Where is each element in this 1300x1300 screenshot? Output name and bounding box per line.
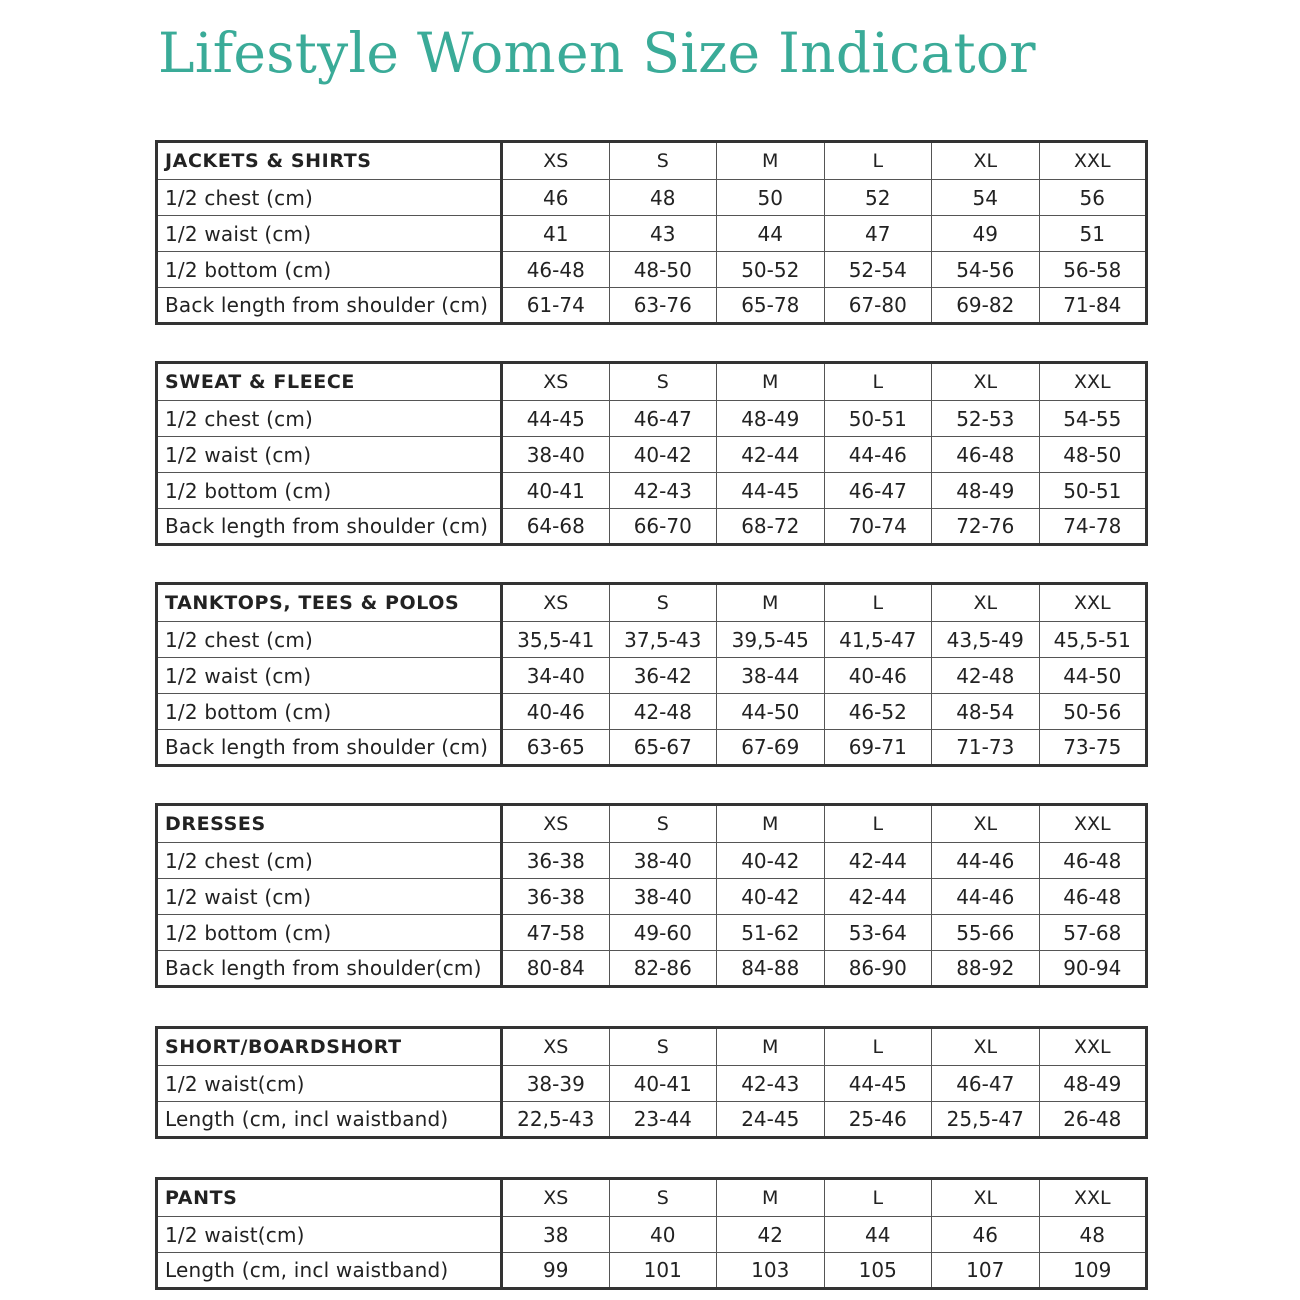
measurement-value: 48-50 — [1039, 437, 1147, 473]
measurement-label: 1/2 bottom (cm) — [157, 252, 502, 288]
measurement-value: 48 — [1039, 1217, 1147, 1253]
measurement-label: Back length from shoulder (cm) — [157, 730, 502, 766]
table-header-row — [157, 1179, 1147, 1217]
measurement-value: 107 — [932, 1253, 1040, 1289]
measurement-value: 48-54 — [932, 694, 1040, 730]
size-header: M — [717, 1028, 825, 1066]
measurement-value: 103 — [717, 1253, 825, 1289]
size-header: S — [609, 363, 717, 401]
measurement-value: 42-43 — [717, 1066, 825, 1102]
measurement-value: 42-44 — [824, 843, 932, 879]
measurement-label: 1/2 waist (cm) — [157, 879, 502, 915]
measurement-label: 1/2 waist(cm) — [157, 1066, 502, 1102]
measurement-value: 80-84 — [502, 951, 610, 987]
measurement-value: 36-38 — [502, 843, 610, 879]
measurement-value: 46-47 — [609, 401, 717, 437]
measurement-value: 44-46 — [932, 879, 1040, 915]
table-row — [157, 1066, 1147, 1102]
size-header: S — [609, 805, 717, 843]
measurement-label: 1/2 waist (cm) — [157, 658, 502, 694]
measurement-value: 42-48 — [932, 658, 1040, 694]
measurement-value: 42-44 — [824, 879, 932, 915]
measurement-value: 46-47 — [932, 1066, 1040, 1102]
measurement-value: 46-47 — [824, 473, 932, 509]
measurement-label: 1/2 waist(cm) — [157, 1217, 502, 1253]
table-header-row — [157, 363, 1147, 401]
measurement-value: 23-44 — [609, 1102, 717, 1138]
size-header: S — [609, 584, 717, 622]
measurement-value: 42 — [717, 1217, 825, 1253]
measurement-value: 67-80 — [824, 288, 932, 324]
measurement-label: 1/2 waist (cm) — [157, 437, 502, 473]
size-table — [155, 803, 1148, 988]
size-header: M — [717, 363, 825, 401]
measurement-value: 52 — [824, 180, 932, 216]
measurement-value: 86-90 — [824, 951, 932, 987]
measurement-value: 40-41 — [502, 473, 610, 509]
measurement-value: 42-48 — [609, 694, 717, 730]
size-header: XXL — [1039, 805, 1147, 843]
measurement-value: 53-64 — [824, 915, 932, 951]
measurement-label: Length (cm, incl waistband) — [157, 1102, 502, 1138]
page-title: Lifestyle Women Size Indicator — [158, 21, 1036, 85]
size-header: XL — [932, 1028, 1040, 1066]
measurement-value: 40-42 — [717, 843, 825, 879]
table-row — [157, 843, 1147, 879]
size-header: M — [717, 1179, 825, 1217]
measurement-value: 43 — [609, 216, 717, 252]
size-table — [155, 140, 1148, 325]
measurement-value: 46-48 — [1039, 843, 1147, 879]
measurement-value: 51 — [1039, 216, 1147, 252]
measurement-value: 47-58 — [502, 915, 610, 951]
table-row — [157, 622, 1147, 658]
measurement-value: 44-45 — [824, 1066, 932, 1102]
measurement-value: 44-46 — [932, 843, 1040, 879]
measurement-value: 48 — [609, 180, 717, 216]
measurement-value: 44-50 — [1039, 658, 1147, 694]
size-table — [155, 1177, 1148, 1290]
measurement-value: 47 — [824, 216, 932, 252]
measurement-value: 51-62 — [717, 915, 825, 951]
measurement-value: 101 — [609, 1253, 717, 1289]
size-header: L — [824, 1179, 932, 1217]
measurement-value: 69-82 — [932, 288, 1040, 324]
measurement-label: 1/2 waist (cm) — [157, 216, 502, 252]
measurement-label: 1/2 bottom (cm) — [157, 694, 502, 730]
measurement-value: 45,5-51 — [1039, 622, 1147, 658]
measurement-value: 54-55 — [1039, 401, 1147, 437]
size-header: XS — [502, 584, 610, 622]
measurement-value: 40-46 — [502, 694, 610, 730]
measurement-value: 38-40 — [609, 843, 717, 879]
table-row — [157, 1253, 1147, 1289]
measurement-value: 44-50 — [717, 694, 825, 730]
measurement-value: 46-48 — [932, 437, 1040, 473]
measurement-value: 43,5-49 — [932, 622, 1040, 658]
measurement-value: 50-51 — [824, 401, 932, 437]
measurement-value: 99 — [502, 1253, 610, 1289]
size-header: M — [717, 142, 825, 180]
measurement-value: 38 — [502, 1217, 610, 1253]
measurement-label: Back length from shoulder(cm) — [157, 951, 502, 987]
measurement-value: 40-42 — [717, 879, 825, 915]
size-header: L — [824, 1028, 932, 1066]
size-header: XXL — [1039, 1028, 1147, 1066]
category-heading: DRESSES — [157, 805, 502, 843]
measurement-value: 39,5-45 — [717, 622, 825, 658]
measurement-value: 46 — [932, 1217, 1040, 1253]
category-heading: SHORT/BOARDSHORT — [157, 1028, 502, 1066]
measurement-value: 34-40 — [502, 658, 610, 694]
category-heading: PANTS — [157, 1179, 502, 1217]
measurement-value: 73-75 — [1039, 730, 1147, 766]
measurement-label: 1/2 bottom (cm) — [157, 915, 502, 951]
measurement-value: 40-46 — [824, 658, 932, 694]
size-header: XS — [502, 1179, 610, 1217]
measurement-value: 109 — [1039, 1253, 1147, 1289]
measurement-label: 1/2 bottom (cm) — [157, 473, 502, 509]
measurement-value: 26-48 — [1039, 1102, 1147, 1138]
size-header: XL — [932, 1179, 1040, 1217]
size-header: S — [609, 1028, 717, 1066]
size-header: L — [824, 363, 932, 401]
size-table — [155, 582, 1148, 767]
measurement-value: 41,5-47 — [824, 622, 932, 658]
table-row — [157, 401, 1147, 437]
measurement-value: 71-73 — [932, 730, 1040, 766]
size-header: L — [824, 142, 932, 180]
measurement-value: 54-56 — [932, 252, 1040, 288]
measurement-value: 44-45 — [502, 401, 610, 437]
measurement-value: 56 — [1039, 180, 1147, 216]
size-header: XS — [502, 142, 610, 180]
measurement-value: 46 — [502, 180, 610, 216]
size-header: M — [717, 584, 825, 622]
measurement-value: 41 — [502, 216, 610, 252]
measurement-value: 46-48 — [502, 252, 610, 288]
table-header-row — [157, 142, 1147, 180]
measurement-value: 46-48 — [1039, 879, 1147, 915]
size-table — [155, 361, 1148, 546]
measurement-value: 38-40 — [502, 437, 610, 473]
measurement-value: 49 — [932, 216, 1040, 252]
measurement-value: 65-67 — [609, 730, 717, 766]
measurement-value: 36-38 — [502, 879, 610, 915]
measurement-value: 74-78 — [1039, 509, 1147, 545]
size-header: L — [824, 584, 932, 622]
measurement-value: 48-49 — [1039, 1066, 1147, 1102]
measurement-value: 24-45 — [717, 1102, 825, 1138]
measurement-value: 57-68 — [1039, 915, 1147, 951]
size-header: XXL — [1039, 363, 1147, 401]
measurement-value: 36-42 — [609, 658, 717, 694]
measurement-label: Length (cm, incl waistband) — [157, 1253, 502, 1289]
table-row — [157, 879, 1147, 915]
measurement-value: 52-53 — [932, 401, 1040, 437]
measurement-value: 88-92 — [932, 951, 1040, 987]
measurement-value: 69-71 — [824, 730, 932, 766]
table-row — [157, 252, 1147, 288]
measurement-value: 65-78 — [717, 288, 825, 324]
size-table — [155, 1026, 1148, 1139]
size-header: XL — [932, 363, 1040, 401]
table-row — [157, 951, 1147, 987]
category-heading: TANKTOPS, TEES & POLOS — [157, 584, 502, 622]
table-header-row — [157, 1028, 1147, 1066]
size-header: S — [609, 142, 717, 180]
measurement-value: 40-41 — [609, 1066, 717, 1102]
measurement-value: 38-40 — [609, 879, 717, 915]
table-row — [157, 180, 1147, 216]
measurement-label: 1/2 chest (cm) — [157, 180, 502, 216]
table-row — [157, 730, 1147, 766]
table-row — [157, 216, 1147, 252]
measurement-value: 64-68 — [502, 509, 610, 545]
size-header: XS — [502, 805, 610, 843]
measurement-value: 55-66 — [932, 915, 1040, 951]
size-header: XL — [932, 142, 1040, 180]
table-row — [157, 288, 1147, 324]
size-header: XS — [502, 363, 610, 401]
table-row — [157, 509, 1147, 545]
measurement-value: 44 — [717, 216, 825, 252]
measurement-value: 44-46 — [824, 437, 932, 473]
measurement-value: 46-52 — [824, 694, 932, 730]
measurement-value: 68-72 — [717, 509, 825, 545]
size-header: XXL — [1039, 1179, 1147, 1217]
measurement-label: 1/2 chest (cm) — [157, 622, 502, 658]
measurement-value: 38-39 — [502, 1066, 610, 1102]
measurement-label: Back length from shoulder (cm) — [157, 288, 502, 324]
measurement-value: 72-76 — [932, 509, 1040, 545]
table-header-row — [157, 805, 1147, 843]
measurement-label: 1/2 chest (cm) — [157, 401, 502, 437]
measurement-value: 70-74 — [824, 509, 932, 545]
measurement-value: 63-65 — [502, 730, 610, 766]
table-row — [157, 1217, 1147, 1253]
category-heading: SWEAT & FLEECE — [157, 363, 502, 401]
measurement-value: 52-54 — [824, 252, 932, 288]
measurement-value: 22,5-43 — [502, 1102, 610, 1138]
table-row — [157, 437, 1147, 473]
measurement-value: 50-51 — [1039, 473, 1147, 509]
measurement-value: 56-58 — [1039, 252, 1147, 288]
measurement-value: 54 — [932, 180, 1040, 216]
measurement-value: 38-44 — [717, 658, 825, 694]
measurement-value: 37,5-43 — [609, 622, 717, 658]
measurement-label: Back length from shoulder (cm) — [157, 509, 502, 545]
measurement-label: 1/2 chest (cm) — [157, 843, 502, 879]
measurement-value: 42-43 — [609, 473, 717, 509]
size-header: M — [717, 805, 825, 843]
table-row — [157, 473, 1147, 509]
size-header: XXL — [1039, 584, 1147, 622]
size-header: XXL — [1039, 142, 1147, 180]
measurement-value: 35,5-41 — [502, 622, 610, 658]
measurement-value: 105 — [824, 1253, 932, 1289]
category-heading: JACKETS & SHIRTS — [157, 142, 502, 180]
size-header: XS — [502, 1028, 610, 1066]
measurement-value: 40-42 — [609, 437, 717, 473]
table-row — [157, 915, 1147, 951]
measurement-value: 67-69 — [717, 730, 825, 766]
size-header: L — [824, 805, 932, 843]
measurement-value: 49-60 — [609, 915, 717, 951]
measurement-value: 61-74 — [502, 288, 610, 324]
measurement-value: 63-76 — [609, 288, 717, 324]
size-header: XL — [932, 584, 1040, 622]
size-header: S — [609, 1179, 717, 1217]
table-header-row — [157, 584, 1147, 622]
size-header: XL — [932, 805, 1040, 843]
measurement-value: 50 — [717, 180, 825, 216]
measurement-value: 48-49 — [932, 473, 1040, 509]
measurement-value: 50-56 — [1039, 694, 1147, 730]
table-row — [157, 694, 1147, 730]
measurement-value: 48-49 — [717, 401, 825, 437]
measurement-value: 42-44 — [717, 437, 825, 473]
measurement-value: 66-70 — [609, 509, 717, 545]
measurement-value: 44-45 — [717, 473, 825, 509]
measurement-value: 25-46 — [824, 1102, 932, 1138]
measurement-value: 25,5-47 — [932, 1102, 1040, 1138]
measurement-value: 48-50 — [609, 252, 717, 288]
measurement-value: 71-84 — [1039, 288, 1147, 324]
measurement-value: 44 — [824, 1217, 932, 1253]
table-row — [157, 658, 1147, 694]
table-row — [157, 1102, 1147, 1138]
measurement-value: 90-94 — [1039, 951, 1147, 987]
measurement-value: 40 — [609, 1217, 717, 1253]
measurement-value: 84-88 — [717, 951, 825, 987]
measurement-value: 50-52 — [717, 252, 825, 288]
measurement-value: 82-86 — [609, 951, 717, 987]
